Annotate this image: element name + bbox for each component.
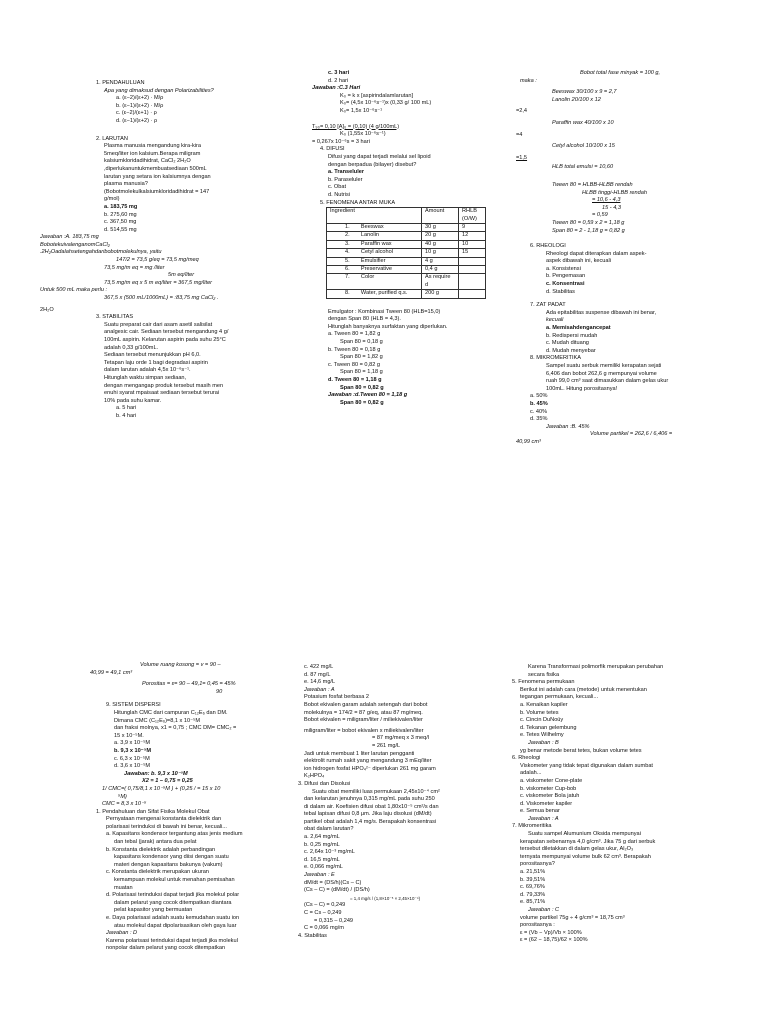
calc-line: Lanolin 20/100 x 12 (552, 96, 601, 103)
table-cell: 9 (459, 223, 486, 231)
option-d: d. 79,33% (520, 891, 546, 898)
text-line: 100mL. Hitung porositasnya! (546, 385, 618, 392)
text-line: maka : (520, 77, 537, 84)
option-a: a. Kenaikan kapiler (520, 701, 568, 708)
option-b: b. 45% (530, 400, 548, 407)
calc-line: C = Cs – 0,249 (304, 910, 342, 916)
option-c: c. (ε−2)/(ε+1) · ρ (116, 110, 157, 117)
table-row (327, 257, 486, 265)
calc-line: 90 (216, 688, 223, 695)
text-line: kecuali (546, 317, 564, 324)
option-d: d. 35% (530, 416, 548, 423)
option-e: e. Daya polarisasi adalah suatu kemudahan suatu ion (106, 915, 240, 921)
bottom-right-column (512, 664, 727, 945)
text-line: ,diperlukanuntukmembuatsediaan 500mL (104, 165, 207, 172)
option-e: e. 85,71% (520, 899, 546, 906)
table-row (327, 290, 486, 298)
answer-line: 1/ CMC=( 0,75/8,1 x 10⁻⁵M ) + (0,25 / = 15 x 10 (102, 785, 221, 792)
option-b: b. 4 hari (116, 412, 137, 419)
answer-line: Volume partikel = 262,6 / 6,406 = (590, 431, 673, 438)
table-row (327, 265, 486, 273)
answer-line: 147/2 = 73,5 g/eq = 73,5 mg/meq (116, 257, 199, 264)
calc-line: =1,5 (516, 154, 528, 161)
text-line: = 261 mg/L (372, 742, 401, 749)
option-c: c. 3 hari (328, 70, 350, 76)
text-line: tebal lapisan difusi 0,8 μm. Jika laju disolusi (dM/dt) (304, 811, 432, 818)
option-a: a. Kapasitans kondensor tergantung atas jenis medium (106, 831, 243, 838)
calc-line: HLB total emulsi = 10,60 (552, 164, 614, 171)
answer-line: 73,5 mg/m eq x 5 m eq/liter = 367,5 mg/liter (104, 279, 213, 286)
answer-line: Jawaban :C.3 Hari (312, 85, 361, 92)
option-a: a. 5 hari (116, 405, 137, 412)
text-line: Emulgator : Kombinasi Tween 80 (HLB=15,0) (328, 308, 441, 315)
option-c: kemampuan molekul untuk menahan pemisahan (114, 877, 235, 884)
option-a: a. Transeluler (328, 169, 365, 176)
option-e: e. Tetes Wilhelmy (520, 732, 564, 739)
option-b: b. 9,3 x 10⁻⁵M (114, 747, 151, 754)
text-line: ruah 99,0 cm³ saat dimasukkan dalam gelas ukur (546, 378, 669, 385)
table-header-cell: Ingredient (327, 208, 422, 224)
text-line: Suatu obat memiliki luas permukaan 2,45x10⁻⁴ cm² (312, 788, 440, 795)
table-cell: 30 g (422, 223, 459, 231)
calc-line: dM/dt = (DS/h)(Cs – C) (304, 879, 362, 886)
answer-line: 367,5 x (500 mL/1000mL) = :83,75 mg CaCl₂ . (104, 295, 219, 302)
answer-line: 73,5 mg/m eq = mg /liter (104, 264, 165, 271)
answer-line: 2H₂O (40, 306, 54, 313)
table-cell: 7. (327, 274, 358, 290)
answer-line: T₉₀= 0,10 [A]₀ = (0,10) (4 g/100mL) (312, 123, 400, 130)
option-c: muatan (114, 884, 133, 891)
heading: 4. Stabilitas (298, 932, 327, 939)
option-a: a. 183,75 mg (104, 203, 138, 210)
table-row (327, 223, 486, 231)
table-cell: 0,4 g (422, 265, 459, 273)
table-cell (459, 290, 486, 298)
text-line: kerapatan sebenarnya 4,0 g/cm³. Jika 75 g dari serbuk (520, 838, 656, 845)
option-c: c. Mudah dituang (546, 340, 589, 347)
answer-line: ⁵M) (118, 793, 127, 800)
text-line: 10% pada suhu kamar. (104, 397, 162, 404)
table-cell: Lanolin (358, 232, 422, 240)
calc-line: Tween 80 = 0,59 x 2 = 1,18 g (552, 219, 625, 226)
table-header-cell: Amount (422, 208, 459, 224)
calc-line: ε = (Vb − Vp)/Vb × 100% (520, 929, 582, 936)
text-line: dan fraksi molnya, x1 = 0,75 ; CMC DM= CMC₂ = (114, 725, 237, 732)
table-cell: Color (358, 274, 422, 290)
table-row (327, 240, 486, 248)
text-line: miligram/liter = bobot ekivalen x miliekivalen/liter (304, 727, 424, 734)
table-cell: Water, purified q.s. (358, 290, 422, 298)
text-line: Ada epitabilitas suspense dibawah ini benar, (546, 309, 657, 316)
option-b: b. viskometer Cup-bob (520, 785, 577, 792)
heading: 5. Fenomena permukaan (512, 679, 575, 686)
option-a: a. 2,64 mg/mL (304, 834, 340, 841)
option-e: e. Semua benar (520, 808, 560, 815)
text-line: tegangan permukaan, kecuali... (520, 694, 599, 701)
answer-line: 40,99 cm³ (516, 438, 541, 445)
option-d: d. 514,55 mg (104, 226, 137, 233)
text-line: Suatu preparat cair dari asam asetil salisilat (104, 321, 213, 328)
option-d: d. 16,5 mg/mL (304, 856, 340, 863)
option-a: a. Tween 80 = 1,82 g (328, 331, 381, 338)
table-cell: 5. (327, 257, 358, 265)
text-line: dengan mengangap produk tersebut masih men (104, 382, 224, 389)
option-d: d. Tween 80 = 1,18 g (328, 376, 382, 383)
table-cell: Preservative (358, 265, 422, 273)
table-cell: 10 (459, 240, 486, 248)
text-line: di dalam air. Koefisien difusi obat 1,80x10⁻⁵ cm²/s dan (304, 803, 439, 810)
calc-line: 40,99 = 49,1 cm³ (90, 669, 133, 676)
option-d: d. 2 hari (328, 77, 349, 84)
option-d: pelat kapasitor yang bermuatan (114, 907, 193, 914)
calc-line: = 10,6 - 4,3 (592, 197, 621, 204)
option-d: d. 3,6 x 10⁻⁵M (114, 763, 151, 770)
heading: 3. Difusi dan Disolusi (298, 780, 351, 787)
table-cell: 10 g (422, 249, 459, 257)
table-cell: Cetyl alcohol (358, 249, 422, 257)
table-row (327, 274, 486, 290)
option-b: kapasitans kondensor yang diisi dengan suatu (114, 854, 229, 861)
option-c: c. Tween 80 = 0,82 g (328, 361, 380, 368)
heading: 1. PENDAHULUAN (96, 80, 145, 86)
text-line: kalsiumkloridadihidrat, CaCl₂ 2H₂O (104, 158, 191, 165)
table-cell: 3. (327, 240, 358, 248)
text-line: larutan yang setara ion kalsiumnya dengan (104, 173, 211, 180)
text-line: g/mol) (104, 196, 120, 203)
option-c: c. Konsentrasi (546, 281, 585, 288)
option-c: c. 422 mg/L (304, 664, 334, 670)
text-line: enuhi syarat mpaisaat sediaan tersebut terurai (104, 390, 220, 397)
option-a: a. 50% (530, 393, 548, 400)
answer-line: porositasnya : (520, 922, 555, 929)
text-line: Bobot total fase minyak = 100 g, (580, 70, 661, 76)
table-cell: 2. (327, 232, 358, 240)
option-d: Span 80 = 0,82 g (340, 384, 384, 391)
text-line: Plasma manusia mengandung kira-kira (104, 143, 202, 150)
text-line: Viskometer yang tidak tepat digunakan dalam sumbat (520, 762, 653, 769)
text-line: Bobot ekivalen = miligram/liter / miliekivalen/liter (304, 717, 423, 724)
table-cell: 4 g (422, 257, 459, 265)
calc-line: C = 0,066 mg/m (304, 925, 344, 932)
option-c: c. 40% (530, 408, 548, 415)
calc-line: =2,4 (516, 108, 528, 115)
text-line: 15 x 10⁻⁵M. (114, 732, 144, 739)
table-row (327, 232, 486, 240)
answer-line: Jawaban : E (304, 872, 335, 879)
calc-line: Volume ruang kosong = v = 90 – (140, 662, 221, 668)
answer-line: Karena polarisasi terinduksi dapat terjadi jika molekul (106, 937, 238, 944)
option-d: dalam pelarut yang cocok ditempatkan diantara (114, 899, 232, 906)
answer-line: Untuk 500 mL maka perlu : (40, 287, 108, 294)
text-line: 6,406 dan bobot 262,6 g mempunyai volume (546, 370, 657, 377)
table-cell (459, 265, 486, 273)
text-line: Hitunglah CMC dari campuran C₁₂E₆ dan DM. (114, 709, 228, 716)
table-cell: Beeswax (358, 223, 422, 231)
option-c: c. Cincin DuNoüy (520, 717, 564, 724)
table-header-cell: RHLB (O/W) (459, 208, 486, 224)
answer-line: BobotekuivalenganomCaCl₂ (40, 241, 110, 248)
option-b: b. (ε−1)/(ε+2) · M/ρ (116, 102, 164, 109)
table-header-row (327, 208, 486, 224)
text-line: Berikut ini adalah cara (metode) untuk menentukan (520, 686, 647, 693)
answer-line: Span 80 = 0,82 g (340, 399, 384, 406)
text-line: analgesic cair. Sediaan tersebut mengandung 4 g/ (104, 329, 229, 336)
table-cell: 6. (327, 265, 358, 273)
answer-line: Jawaban : A (528, 815, 559, 822)
table-cell: 40 g (422, 240, 459, 248)
answer-line: K₀= (4,5x 10⁻⁶s⁻¹)x (0,33 g/ 100 mL) (340, 100, 432, 107)
ingredient-table (326, 207, 486, 298)
answer-line: .2H₂Oadalahsetengahdaribobotmolekulnya, yaitu (40, 249, 162, 256)
heading: 1. Pendahuluan dan Sifat Fisika Molekul Obat (96, 808, 210, 815)
table-cell: Paraffin wax (358, 240, 422, 248)
text-line: adalah 0,33 g/100mL. (104, 344, 159, 351)
text-line: Hitunglah banyaknya surfaktan yang diperlukan. (328, 323, 448, 330)
text-line: Karena Transformasi polimorfik merupakan perubahan (528, 664, 664, 670)
table-cell: 4. (327, 249, 358, 257)
option-d: d. Viskometer kapiler (520, 800, 573, 807)
heading: 9. SISTEM DISPERSI (106, 702, 161, 709)
text-line: dalam larutan adalah 4,5x 10⁻⁶s⁻¹. (104, 367, 191, 374)
calc-line: (Cs – C) = 0,249 (304, 902, 346, 909)
option-b: b. Tween 80 = 0,18 g (328, 346, 381, 353)
option-b: b. 39,51% (520, 876, 546, 883)
text-line: Sampel suatu serbuk memiliki kerapatan sejati (546, 363, 662, 369)
table-cell (459, 274, 486, 290)
text-line: Tetapan laju orde 1 bagi degradasi aspirin (104, 359, 208, 366)
table-cell: 8. (327, 290, 358, 298)
heading: 2. LARUTAN (96, 135, 128, 142)
text-line: (Bobotmolekulkalsiumkloridadihidrat = 147 (104, 188, 210, 195)
text-line: dan kelarutan jenuhnya 0,315 mg/mL pada suhu 250 (304, 796, 435, 803)
option-b: b. Konstanta dielektrik adalah perbandingan (106, 846, 216, 853)
text-line: Jadi untuk membuat 1 liter larutan pengganti (304, 750, 415, 757)
text-line: dengan Span 80 (HLB = 4,3). (328, 316, 401, 323)
answer-line: Jawaban : D (106, 930, 138, 937)
answer-line: = 0,267x 10⁻⁶s = 3 hari (312, 138, 370, 145)
top-right-column (516, 70, 740, 447)
text-line: Suatu sampel Alumunium Oksida mempunyai (528, 831, 641, 838)
calc-line: 15 - 4,3 (602, 204, 621, 211)
text-line: dengan berpadua (bilayer) disebut? (328, 161, 417, 168)
bottom-middle-column (298, 664, 514, 940)
text-line: secara fisika (528, 671, 560, 678)
answer-line: K₀= 1,5x 10⁻⁶s⁻¹ (340, 107, 383, 114)
text-line: Dimana CMC (C₁₂E₆)=8,1 x 10⁻⁵M (114, 717, 201, 724)
text-line: Bobot ekivalen garam adalah setengah dari bobot (304, 701, 428, 708)
option-a: a. (ε−2)/(ε+2) · M/ρ (116, 95, 164, 102)
calc-line: =4 (516, 131, 523, 138)
text-line: Difusi yang dapat terjadi melalui sel lipoid (328, 153, 431, 160)
option-c: c. Obat (328, 184, 347, 191)
option-a: Span 80 = 0,18 g (340, 338, 383, 345)
calc-line: HLBB tinggi-HLBB rendah (582, 189, 647, 196)
answer-line: Jawaban: b. 9,3 x 10⁻⁵M (124, 770, 188, 777)
option-e: e. 0,066 mg/mL (304, 864, 343, 871)
heading: 6. RHEOLOGI (530, 243, 566, 250)
answer-line: nonpolar dalam pelarut yang cocok ditempatkan (106, 945, 226, 952)
option-d: d. (ε−1)/(ε+2) · ρ (116, 117, 158, 124)
answer-line: Jawaban : A (304, 686, 335, 693)
answer-line: Jawaban :A. 183,75 mg (40, 234, 99, 241)
calc-line: Beeswax 30/100 x 9 = 2,7 (552, 89, 617, 96)
text-line: molekulnya = 174/2 = 87 g/eq, atau 87 mg/meq. (304, 709, 423, 716)
calc-line: (Cs – C) = (dM/dt) / (DS/h) (304, 887, 370, 894)
text-line: Hitunglah waktu simpan sediaan, (104, 374, 187, 381)
table-cell: 200 g (422, 290, 459, 298)
text-line: Pernyataan mengenai konstanta dielektrik dan (106, 816, 222, 823)
table-cell: 12 (459, 232, 486, 240)
answer-line: Jawaban :d.Tween 80 = 1,18 g (328, 392, 408, 399)
answer-line: yg benar metode berat tetes, bukan volume tetes (520, 747, 642, 754)
option-c: c. 69,76% (520, 884, 545, 891)
table-cell: 15 (459, 249, 486, 257)
table-cell: 20 g (422, 232, 459, 240)
text-line: elektrolit rumah sakit yang mengandung 3 mEq/liter (304, 758, 432, 765)
option-c: Span 80 = 1,18 g (340, 369, 383, 376)
option-a: a. 21,51% (520, 869, 546, 876)
text-line: ternyata mempunyai volume bulk 62 cm³. Berapakah (520, 853, 651, 860)
calc-line: Paraffin wax 40/100 x 10 (552, 119, 614, 126)
answer-line: Jawaban : C (528, 907, 560, 913)
table-cell (459, 257, 486, 265)
table-row (327, 249, 486, 257)
option-b: b. Pengemasan (546, 273, 586, 280)
option-c: c. 367,50 mg (104, 219, 137, 226)
option-b: b. Paraseluler (328, 176, 363, 183)
option-d: d. Stabilitas (546, 288, 575, 295)
text-line: aspek dibawah ini, kecuali (546, 258, 611, 265)
text-line: 5meq/liter ion kalsium.Berapa miligram (104, 150, 201, 157)
option-d: d. Polarisasi terinduksi dapat terjadi jika molekul polar (106, 892, 240, 899)
answer-line: Jawaban : B (528, 739, 559, 746)
question-text: Apa yang dimaksud dengan Polarizabilities? (104, 87, 214, 94)
table-cell: As require d (422, 274, 459, 290)
option-a: a. 3,9 x 10⁻⁵M (114, 740, 151, 747)
top-left-column (40, 80, 263, 421)
option-b: Span 80 = 1,82 g (340, 354, 383, 361)
option-c: c. 2,64x 10⁻³ mg/mL (304, 849, 355, 856)
text-line: polarisasi terinduksi di bawah ini benar, kecuali... (106, 823, 227, 830)
option-e: e. 14,6 mg/L (304, 679, 336, 686)
top-middle-column (312, 70, 507, 407)
calc-line: Porositas = ε= 90 – 49,1= 0,45 = 45% (142, 681, 236, 688)
answer-line: volume partikel 75g ÷ 4 g/cm³ = 18,75 cm³ (520, 914, 625, 921)
answer-line: K₀ (1,55x 10⁻⁶s⁻¹) (340, 131, 386, 138)
option-d: d. Tekanan gelembung (520, 724, 577, 731)
heading: 6. Rheologi (512, 755, 541, 762)
text-line: Potasium fosfat berbasa 2 (304, 694, 369, 701)
option-a: a. viskometer Cone-plate (520, 777, 583, 784)
text-line: adalah... (520, 770, 542, 777)
text-line: Rheologi dapat diterapkan dalam aspek- (546, 250, 647, 257)
option-b: materi dengan kapasitans bakunya (vakum) (114, 861, 223, 868)
heading: 7. Mikromeritika (512, 823, 552, 830)
text-line: K₂HPO₄ (304, 773, 325, 780)
option-a: a. Memisahdengancepat (546, 325, 611, 332)
option-b: b. 0,25 mg/mL (304, 841, 340, 848)
option-c: c. viskometer Bola jatuh (520, 793, 580, 800)
calc-line: = 0,315 – 0,249 (314, 917, 354, 924)
text-line: 100mL aspirin. Kelarutan aspirin pada suhu 25°C (104, 337, 226, 343)
calc-line: ε = (62 − 18,75)/62 × 100% (520, 937, 588, 944)
option-e: atau molekul dapat dipolarisasikan oleh gaya luar (114, 922, 237, 929)
table-cell: 1. (327, 223, 358, 231)
heading: 8. MIKROMERITIKA (530, 355, 581, 362)
answer-line: CMC = 8,3 x 10⁻⁵ (102, 801, 147, 808)
bottom-left-column (90, 662, 298, 953)
heading: 3. STABILITAS (96, 314, 134, 321)
text-line: obat dalam larutan? (304, 826, 354, 833)
calc-line: Tween 80 = HLBB-HLBB rendah (552, 181, 633, 188)
option-b: b. Volume tetes (520, 709, 559, 716)
text-line: Sediaan tersebut menunjukkan pH 6,0. (104, 352, 201, 359)
text-line: plasma manusia? (104, 181, 148, 188)
option-c: c. 6,3 x 10⁻⁵M (114, 755, 150, 762)
answer-line: 5m eq/liter (168, 272, 195, 279)
text-line: partikel obat adalah 1,4 mg/s. Berapakah konsentrasi (304, 818, 437, 825)
option-d: d. Mudah menyebar (546, 347, 596, 354)
text-line: tersebut diletakkan di dalam gelas ukur, Al₂O₃ (520, 846, 634, 853)
heading: 5. FENOMENA ANTAR MUKA (320, 199, 396, 206)
option-c: c. Konstanta dielektrik merupakan ukuran (106, 869, 209, 876)
answer-line: X2 = 1 – 0,75 = 0,25 (142, 778, 193, 785)
table-cell: Emulsifier (358, 257, 422, 265)
option-d: d. 87 mg/L (304, 671, 331, 678)
text-line: porositasnya? (520, 861, 555, 868)
answer-line: Jawaban :B. 45% (546, 423, 590, 430)
option-b: b. Redispersi mudah (546, 332, 598, 339)
option-b: b. 275,60 mg (104, 211, 137, 218)
calc-line: Span 80 = 2 - 1,18 g = 0,82 g (552, 227, 625, 234)
option-a: a. Konsistensi (546, 265, 581, 272)
calc-line: = 0,59 (592, 212, 608, 219)
text-line: ion hidrogen fosfat HPO₄²⁻ diperlukan 261 mg garam (304, 765, 436, 772)
calc-line: Cetyl alcohol 10/100 x 15 (552, 143, 615, 150)
calc-line: = 1,4 mg/s / (1,8×10⁻⁵ × 2,45×10⁻⁴) (350, 895, 421, 901)
option-d: d. Nutrisi (328, 191, 351, 198)
answer-line: K₀ = k x [aspirindalamlarutan] (340, 92, 414, 99)
heading: 4. DIFUSI (320, 146, 345, 153)
option-a: dan tebal (jarak) antara dua pelat (114, 839, 197, 846)
text-line: = 87 mg/meq x 3 meq/l (372, 735, 430, 742)
heading: 7. ZAT PADAT (530, 302, 566, 309)
